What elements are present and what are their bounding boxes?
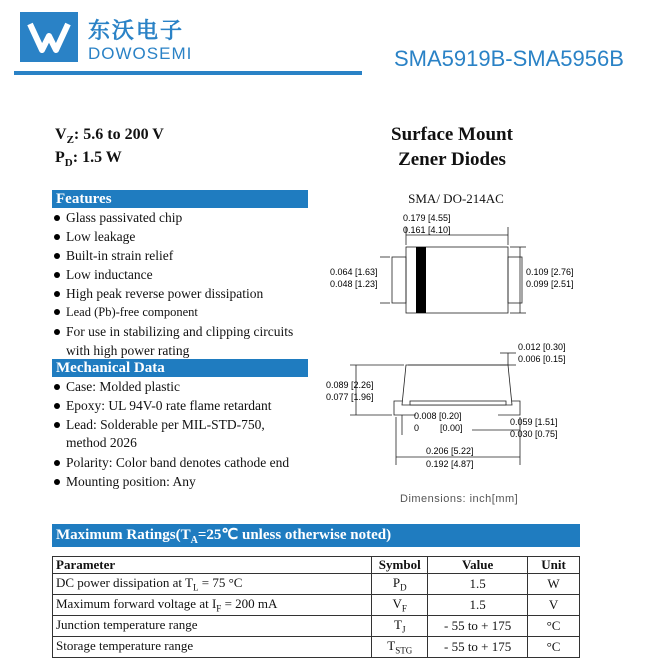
symbol-cell: $V_F$ [372,595,428,616]
unit-cell: °C [528,637,580,658]
package-label: SMA/ DO-214AC [408,191,504,206]
list-item: Built-in strain relief [54,246,173,265]
dim-height-max: 0.064 [1.63] [330,267,378,277]
dim-lead-min: 0.006 [0.15] [518,354,566,364]
features-header: Features [52,190,308,208]
dim-height-min: 0.048 [1.23] [330,279,378,289]
list-item: For use in stabilizing and clipping circuits [54,322,293,341]
spec-vz: $V_Z$: 5.6 to 200 V [55,126,164,147]
parameter-cell: Storage temperature range [53,637,372,658]
symbol-cell: $T_{STG}$ [372,637,428,658]
dim-gap-max: 0.008 [0.20] [414,411,462,421]
ratings-header: Maximum $Ratings(T_A=25℃$ unless otherwise noted) [52,524,580,547]
bullet-icon [54,403,60,409]
bullet-icon [54,253,60,259]
bullet-icon [54,234,60,240]
dim-width-min: 0.099 [2.51] [526,279,574,289]
bullet-icon [54,479,60,485]
product-title-line1: Surface Mount [391,124,513,145]
table-row [53,616,580,637]
list-item: Lead: Solderable per MIL-STD-750, [54,415,265,434]
parameter-cell: Junction temperature range [53,616,372,637]
table-header-row [53,557,580,574]
part-number-range: SMA5919B-SMA5956B [394,46,624,71]
list-item: with high power rating [66,343,190,358]
bullet-icon [54,309,60,315]
bullet-icon [54,272,60,278]
bullet-icon [54,291,60,297]
bullet-icon [54,460,60,466]
dim-ht-min: 0.077 [1.96] [326,392,374,402]
table-row [53,595,580,616]
bullet-icon [54,422,60,428]
column-header: Parameter [53,557,372,574]
list-item: Polarity: Color band denotes cathode end [54,453,289,472]
table-row [53,637,580,658]
table-row [53,574,580,595]
parameter-cell: Maximum forward voltage at $I_F = 200$ mA [53,595,372,616]
bullet-icon [54,384,60,390]
parameter-cell: DC power dissipation at $T_L = 75$ °C [53,574,372,595]
brand-name-cn: 东沃电子 [88,19,185,44]
value-cell: - 55 to + 175 [428,637,528,658]
dim-lead-max: 0.012 [0.30] [518,342,566,352]
dim-length-max: 0.179 [4.55] [403,213,451,223]
dim-pad-max: 0.059 [1.51] [510,417,558,427]
column-header: Unit [528,557,580,574]
value-cell: 1.5 [428,574,528,595]
unit-cell: W [528,574,580,595]
value-cell: 1.5 [428,595,528,616]
logo-mark-icon [20,12,78,62]
unit-cell: °C [528,616,580,637]
bullet-icon [54,215,60,221]
bullet-icon [54,329,60,335]
dim-total-max: 0.206 [5.22] [426,446,474,456]
package-outline-drawing [320,205,580,490]
symbol-cell: $P_D$ [372,574,428,595]
dim-length-min: 0.161 [4.10] [403,225,451,235]
dim-gap-min: 0 [414,423,420,433]
product-title-line2: Zener Diodes [398,149,506,170]
list-item: Epoxy: UL 94V-0 rate flame retardant [54,396,272,415]
dim-ht-max: 0.089 [2.26] [326,380,374,390]
dim-width-max: 0.109 [2.76] [526,267,574,277]
dim-total-min: 0.192 [4.87] [426,459,474,469]
list-item: Low inductance [54,265,153,284]
cathode-band [416,247,426,313]
column-header: Value [428,557,528,574]
spec-pd: $P_D$: 1.5 W [55,149,122,170]
mechanical-header: Mechanical Data [52,359,308,377]
unit-cell: V [528,595,580,616]
value-cell: - 55 to + 175 [428,616,528,637]
list-item: Mounting position: Any [54,472,196,491]
list-item: High peak reverse power dissipation [54,284,263,303]
company-logo [20,12,78,62]
symbol-cell: $T_J$ [372,616,428,637]
column-header: Symbol [372,557,428,574]
list-item: method 2026 [66,435,137,450]
list-item: Glass passivated chip [54,208,182,227]
list-item: Case: Molded plastic [54,377,180,396]
dim-gap-min-mm: [0.00] [440,423,463,433]
brand-name-en: DOWOSEMI [88,44,193,63]
list-item: Low leakage [54,227,135,246]
dimensions-note: Dimensions: inch[mm] [400,493,519,505]
ratings-table [52,556,580,658]
header-rule [14,71,362,75]
dim-pad-min: 0.030 [0.75] [510,429,558,439]
list-item: Lead (Pb)-free component [54,303,198,322]
